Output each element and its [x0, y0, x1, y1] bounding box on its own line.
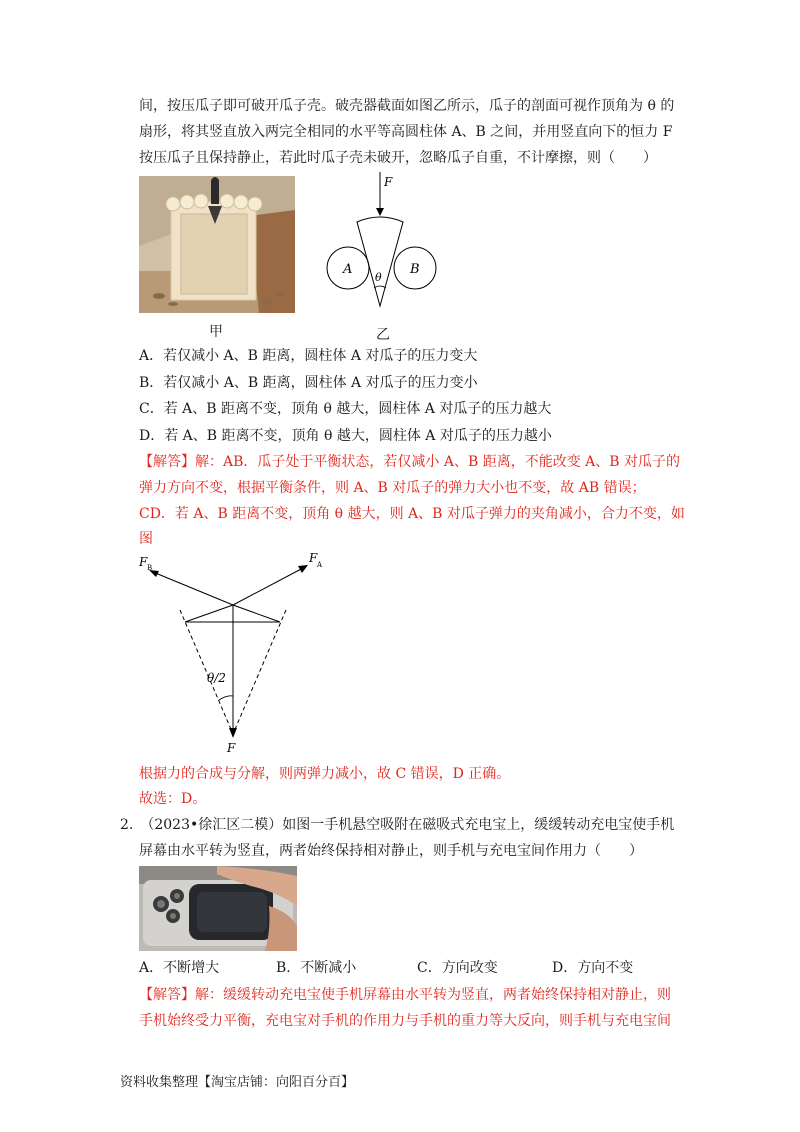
q2-answer-line-1: 【解答】解：缓缓转动充电宝使手机屏幕由水平转为竖直，两者始终保持相对静止，则	[139, 987, 671, 1003]
q2-stem-line-2: 屏幕由水平转为竖直，两者始终保持相对静止，则手机与充电宝间作用力（ ）	[139, 843, 643, 859]
fig-yi-label-theta: θ	[375, 271, 382, 284]
force-fb-label: F	[139, 555, 148, 569]
q2-phone-photo	[139, 866, 297, 951]
q1-stem-line-1: 间，按压瓜子即可破开瓜子壳。破壳器截面如图乙所示，瓜子的剖面可视作顶角为 θ 的	[139, 98, 675, 114]
q2-answer-line-2: 手机始终受力平衡，充电宝对手机的作用力与手机的重力等大反向，则手机与充电宝间	[139, 1013, 671, 1029]
page-footer: 资料收集整理【淘宝店铺：向阳百分百】	[120, 1075, 355, 1090]
q1-option-c: C．若 A、B 距离不变，顶角 θ 越大，圆柱体 A 对瓜子的压力越大	[139, 401, 552, 417]
q1-answer-line-1: 【解答】解：AB．瓜子处于平衡状态，若仅减小 A、B 距离，不能改变 A、B 对瓜子的	[139, 454, 680, 470]
fig-yi-caption: 乙	[376, 327, 390, 343]
q2-option-b: B．不断减小	[276, 960, 357, 976]
q1-option-d: D．若 A、B 距离不变，顶角 θ 越大，圆柱体 A 对瓜子的压力越小	[139, 428, 552, 444]
fig-jia-caption: 甲	[209, 324, 223, 340]
fig-yi-label-a: A	[343, 262, 353, 277]
force-fb-sub: B	[147, 564, 153, 572]
fig-yi-force-label: F	[384, 175, 393, 189]
fig-yi-label-b: B	[410, 262, 420, 277]
force-fa-sub: A	[317, 561, 323, 569]
force-half-angle-label: θ/2	[207, 671, 226, 685]
q2-option-a: A．不断增大	[139, 960, 220, 976]
q1-answer-line-3: CD．若 A、B 距离不变，顶角 θ 越大，则 A、B 对瓜子弹力的夹角减小，合力不变，如	[139, 506, 685, 522]
force-fa-label: F	[309, 551, 318, 565]
q1-answer-line-2: 弹力方向不变，根据平衡条件，则 A、B 对瓜子的弹力大小也不变，故 AB 错误；	[139, 480, 646, 496]
q1-conclusion-line-2: 故选：D。	[139, 791, 207, 807]
fig-yi-diagram	[318, 168, 448, 318]
force-f-label: F	[227, 741, 236, 755]
q2-stem-line-1: 2. （2023•徐汇区二模）如图一手机悬空吸附在磁吸式充电宝上，缓缓转动充电宝使手机	[120, 817, 675, 833]
q1-answer-line-4: 图	[139, 531, 153, 547]
q1-conclusion-line-1: 根据力的合成与分解，则两弹力减小，故 C 错误，D 正确。	[139, 766, 511, 782]
q1-option-b: B．若仅减小 A、B 距离，圆柱体 A 对瓜子的压力变小	[139, 375, 478, 391]
q1-option-a: A．若仅减小 A、B 距离，圆柱体 A 对瓜子的压力变大	[139, 348, 478, 364]
force-diagram	[135, 548, 345, 758]
q2-option-d: D．方向不变	[552, 960, 634, 976]
q2-option-c: C．方向改变	[417, 960, 498, 976]
q1-stem-line-2: 扇形，将其竖直放入两完全相同的水平等高圆柱体 A、B 之间，并用竖直向下的恒力 F	[139, 124, 673, 140]
q1-stem-line-3: 按压瓜子且保持静止，若此时瓜子壳未破开，忽略瓜子自重，不计摩擦，则（ ）	[139, 150, 657, 166]
fig-jia-photo	[139, 176, 295, 313]
